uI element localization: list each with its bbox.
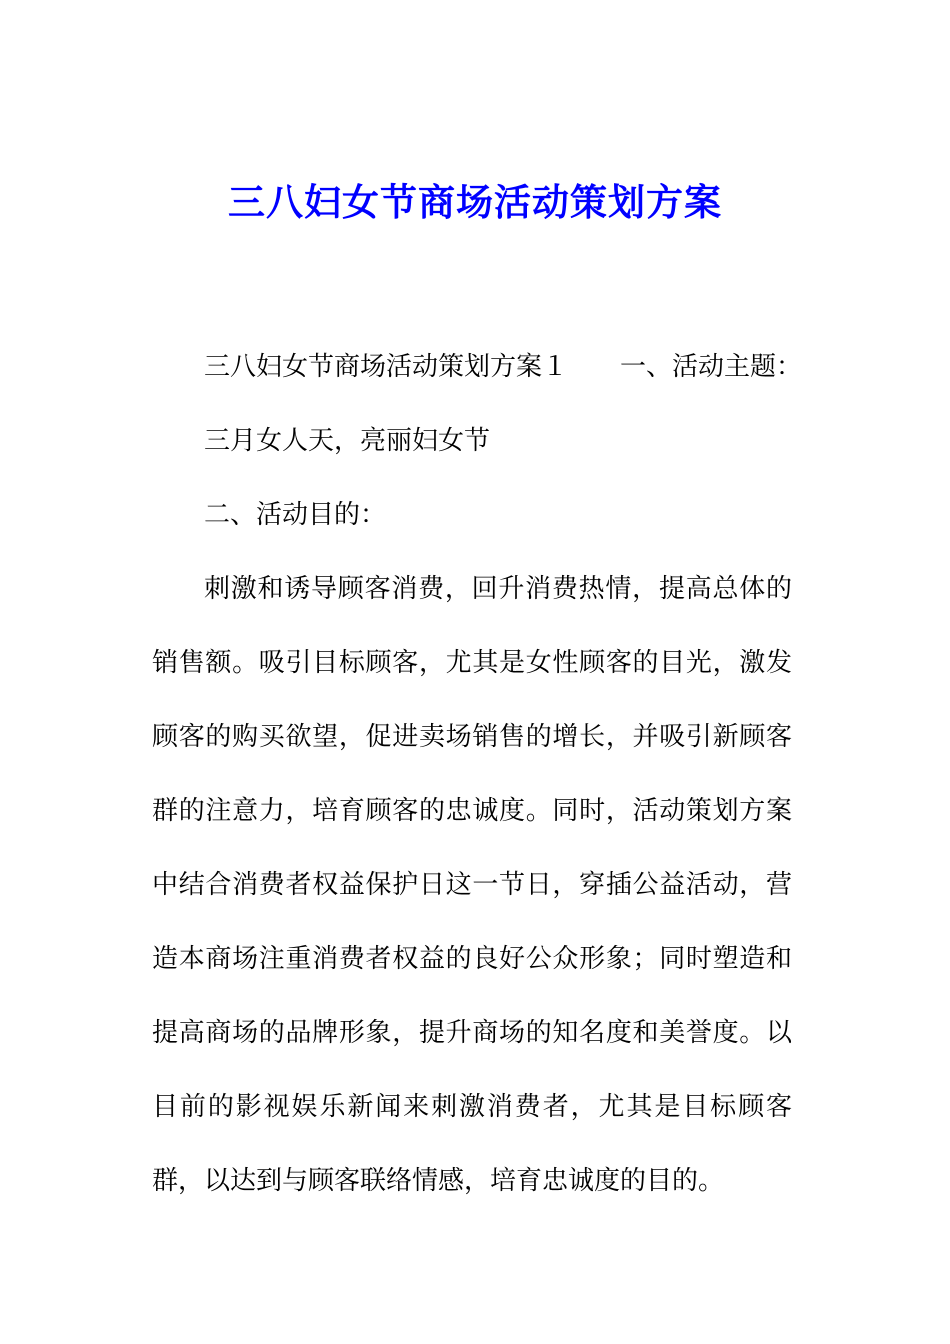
paragraph-theme: 三月女人天，亮丽妇女节 [204, 426, 491, 456]
paragraph-purpose-body: 刺激和诱导顾客消费，回升消费热情，提高总体的销售额。吸引目标顾客，尤其是女性顾客的目光，激发顾客的购买欲望，促进卖场销售的增长，并吸引新顾客群的注意力，培育顾客的忠诚度。同时，活动策划方案中结合消费者权益保护日这一节日，穿插公益活动，营造本商场注重消费者权益的良好公众形象；同时塑造和提高商场的品牌形象，提升商场的知名度和美誉度。以目前的影视娱乐新闻来刺激消费者，尤其是目标顾客群，以达到与顾客联络情感，培育忠诚度的目的。 [152, 574, 792, 1196]
plan-number-text: 三八妇女节商场活动策划方案１ [204, 352, 569, 382]
document-body [152, 330, 803, 1218]
document-title: 三八妇女节商场活动策划方案 [228, 180, 722, 224]
section-heading-purpose: 二、活动目的： [204, 500, 387, 530]
paragraph-plan-heading [152, 330, 803, 404]
section-heading-theme: 一、活动主题： [620, 352, 803, 382]
